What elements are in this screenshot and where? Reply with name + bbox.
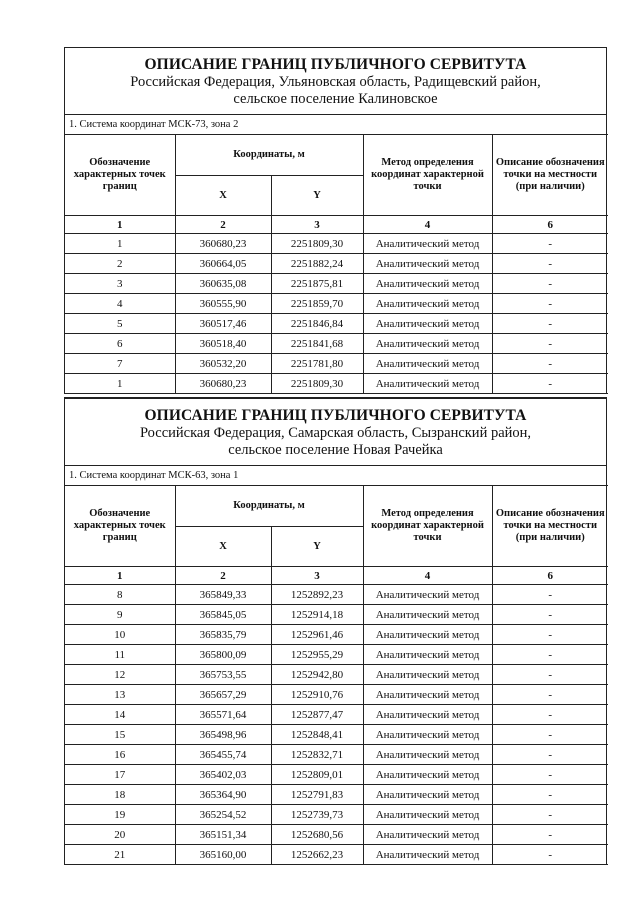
coordinate-system: 1. Система координат МСК-73, зона 2 <box>65 114 606 134</box>
coord-y: 1252955,29 <box>271 645 363 665</box>
column-number: 2 <box>175 567 271 585</box>
header-point: Обозначение характерных точек границ <box>65 135 175 216</box>
point-number: 18 <box>65 785 175 805</box>
point-number: 7 <box>65 354 175 374</box>
method: Аналитический метод <box>363 725 492 745</box>
coord-x: 365364,90 <box>175 785 271 805</box>
section-title: ОПИСАНИЕ ГРАНИЦ ПУБЛИЧНОГО СЕРВИТУТА <box>144 407 527 424</box>
point-description: - <box>492 354 608 374</box>
point-description: - <box>492 665 608 685</box>
header-coordinates: Координаты, м <box>175 135 363 176</box>
point-description: - <box>492 234 608 254</box>
table-row <box>65 825 608 845</box>
method: Аналитический метод <box>363 645 492 665</box>
point-number: 21 <box>65 845 175 865</box>
coord-x: 365160,00 <box>175 845 271 865</box>
method: Аналитический метод <box>363 785 492 805</box>
point-description: - <box>492 314 608 334</box>
coord-y: 2251875,81 <box>271 274 363 294</box>
coord-y: 2251882,24 <box>271 254 363 274</box>
point-description: - <box>492 254 608 274</box>
table-row <box>65 685 608 705</box>
section-title: ОПИСАНИЕ ГРАНИЦ ПУБЛИЧНОГО СЕРВИТУТА <box>144 56 527 73</box>
settlement-line: сельское поселение Новая Рачейка <box>228 442 443 458</box>
point-description: - <box>492 745 608 765</box>
coord-y: 2251809,30 <box>271 234 363 254</box>
column-number: 1 <box>65 567 175 585</box>
method: Аналитический метод <box>363 745 492 765</box>
coord-x: 365151,34 <box>175 825 271 845</box>
table-row <box>65 374 608 394</box>
table-row <box>65 585 608 605</box>
coord-y: 1252809,01 <box>271 765 363 785</box>
point-description: - <box>492 334 608 354</box>
coord-x: 360680,23 <box>175 374 271 394</box>
coord-y: 1252910,76 <box>271 685 363 705</box>
column-number: 4 <box>363 567 492 585</box>
coordinates-table <box>65 485 608 865</box>
header-method: Метод определения координат характерной точки <box>363 135 492 216</box>
column-number: 4 <box>363 216 492 234</box>
table-row <box>65 805 608 825</box>
method: Аналитический метод <box>363 334 492 354</box>
coord-x: 365845,05 <box>175 605 271 625</box>
method: Аналитический метод <box>363 374 492 394</box>
coord-y: 1252680,56 <box>271 825 363 845</box>
point-number: 3 <box>65 274 175 294</box>
point-number: 17 <box>65 765 175 785</box>
point-number: 9 <box>65 605 175 625</box>
point-description: - <box>492 825 608 845</box>
column-numbers-row <box>65 567 608 585</box>
point-number: 5 <box>65 314 175 334</box>
method: Аналитический метод <box>363 625 492 645</box>
column-number: 6 <box>492 567 608 585</box>
coord-y: 2251846,84 <box>271 314 363 334</box>
method: Аналитический метод <box>363 354 492 374</box>
point-description: - <box>492 805 608 825</box>
coord-x: 365835,79 <box>175 625 271 645</box>
region-line: Российская Федерация, Ульяновская область, Радищевский район, <box>130 74 541 90</box>
point-number: 1 <box>65 234 175 254</box>
coord-y: 1252961,46 <box>271 625 363 645</box>
table-row <box>65 785 608 805</box>
header-method: Метод определения координат характерной точки <box>363 486 492 567</box>
coord-y: 2251781,80 <box>271 354 363 374</box>
coord-x: 360532,20 <box>175 354 271 374</box>
point-number: 6 <box>65 334 175 354</box>
table-row <box>65 314 608 334</box>
table-row <box>65 665 608 685</box>
method: Аналитический метод <box>363 605 492 625</box>
coord-y: 2251841,68 <box>271 334 363 354</box>
column-number: 3 <box>271 567 363 585</box>
point-description: - <box>492 785 608 805</box>
section-header <box>65 399 606 465</box>
method: Аналитический метод <box>363 294 492 314</box>
column-number: 6 <box>492 216 608 234</box>
method: Аналитический метод <box>363 274 492 294</box>
point-number: 4 <box>65 294 175 314</box>
table-row <box>65 625 608 645</box>
coord-x: 360664,05 <box>175 254 271 274</box>
header-description: Описание обозначения точки на местности (при наличии) <box>492 135 608 216</box>
settlement-line: сельское поселение Калиновское <box>233 91 438 107</box>
point-description: - <box>492 585 608 605</box>
point-number: 1 <box>65 374 175 394</box>
coordinate-system: 1. Система координат МСК-63, зона 1 <box>65 465 606 485</box>
table-row <box>65 294 608 314</box>
method: Аналитический метод <box>363 705 492 725</box>
coord-x: 360555,90 <box>175 294 271 314</box>
coord-y: 1252942,80 <box>271 665 363 685</box>
table-row <box>65 605 608 625</box>
method: Аналитический метод <box>363 805 492 825</box>
table-row <box>65 765 608 785</box>
coord-x: 365455,74 <box>175 745 271 765</box>
point-description: - <box>492 725 608 745</box>
table-row <box>65 725 608 745</box>
point-number: 14 <box>65 705 175 725</box>
point-number: 12 <box>65 665 175 685</box>
table-row <box>65 745 608 765</box>
coord-x: 365800,09 <box>175 645 271 665</box>
column-numbers-row <box>65 216 608 234</box>
coord-x: 365498,96 <box>175 725 271 745</box>
header-y: Y <box>271 176 363 216</box>
method: Аналитический метод <box>363 585 492 605</box>
header-x: X <box>175 527 271 567</box>
header-coordinates: Координаты, м <box>175 486 363 527</box>
coord-y: 1252877,47 <box>271 705 363 725</box>
point-number: 15 <box>65 725 175 745</box>
coord-y: 1252892,23 <box>271 585 363 605</box>
column-number: 1 <box>65 216 175 234</box>
coord-y: 1252791,83 <box>271 785 363 805</box>
coord-y: 1252739,73 <box>271 805 363 825</box>
point-number: 11 <box>65 645 175 665</box>
table-row <box>65 274 608 294</box>
header-y: Y <box>271 527 363 567</box>
column-number: 3 <box>271 216 363 234</box>
point-description: - <box>492 685 608 705</box>
column-number: 2 <box>175 216 271 234</box>
coord-x: 360680,23 <box>175 234 271 254</box>
method: Аналитический метод <box>363 825 492 845</box>
method: Аналитический метод <box>363 845 492 865</box>
coordinates-table <box>65 134 608 394</box>
table-row <box>65 234 608 254</box>
table-row <box>65 334 608 354</box>
table-row <box>65 645 608 665</box>
point-description: - <box>492 705 608 725</box>
point-description: - <box>492 625 608 645</box>
header-description: Описание обозначения точки на местности (при наличии) <box>492 486 608 567</box>
coord-x: 360518,40 <box>175 334 271 354</box>
point-number: 10 <box>65 625 175 645</box>
coord-y: 1252662,23 <box>271 845 363 865</box>
region-line: Российская Федерация, Самарская область, Сызранский район, <box>139 425 532 441</box>
coord-x: 365849,33 <box>175 585 271 605</box>
coord-y: 2251859,70 <box>271 294 363 314</box>
method: Аналитический метод <box>363 234 492 254</box>
coord-y: 1252848,41 <box>271 725 363 745</box>
servitude-section-samara <box>64 397 607 865</box>
coord-y: 2251809,30 <box>271 374 363 394</box>
method: Аналитический метод <box>363 314 492 334</box>
coord-x: 365753,55 <box>175 665 271 685</box>
point-number: 2 <box>65 254 175 274</box>
servitude-section-ulyanovsk <box>64 47 607 394</box>
table-row <box>65 705 608 725</box>
method: Аналитический метод <box>363 765 492 785</box>
point-description: - <box>492 645 608 665</box>
method: Аналитический метод <box>363 685 492 705</box>
point-number: 19 <box>65 805 175 825</box>
point-description: - <box>492 845 608 865</box>
coord-x: 365571,64 <box>175 705 271 725</box>
point-number: 20 <box>65 825 175 845</box>
point-description: - <box>492 605 608 625</box>
table-row <box>65 845 608 865</box>
method: Аналитический метод <box>363 254 492 274</box>
coord-y: 1252832,71 <box>271 745 363 765</box>
section-header <box>65 48 606 114</box>
coord-x: 365402,03 <box>175 765 271 785</box>
point-number: 13 <box>65 685 175 705</box>
point-number: 8 <box>65 585 175 605</box>
point-number: 16 <box>65 745 175 765</box>
coord-y: 1252914,18 <box>271 605 363 625</box>
point-description: - <box>492 294 608 314</box>
header-point: Обозначение характерных точек границ <box>65 486 175 567</box>
table-row <box>65 254 608 274</box>
table-row <box>65 354 608 374</box>
document <box>64 47 607 865</box>
coord-x: 365254,52 <box>175 805 271 825</box>
coord-x: 365657,29 <box>175 685 271 705</box>
header-x: X <box>175 176 271 216</box>
coord-x: 360517,46 <box>175 314 271 334</box>
point-description: - <box>492 765 608 785</box>
point-description: - <box>492 274 608 294</box>
coord-x: 360635,08 <box>175 274 271 294</box>
point-description: - <box>492 374 608 394</box>
method: Аналитический метод <box>363 665 492 685</box>
